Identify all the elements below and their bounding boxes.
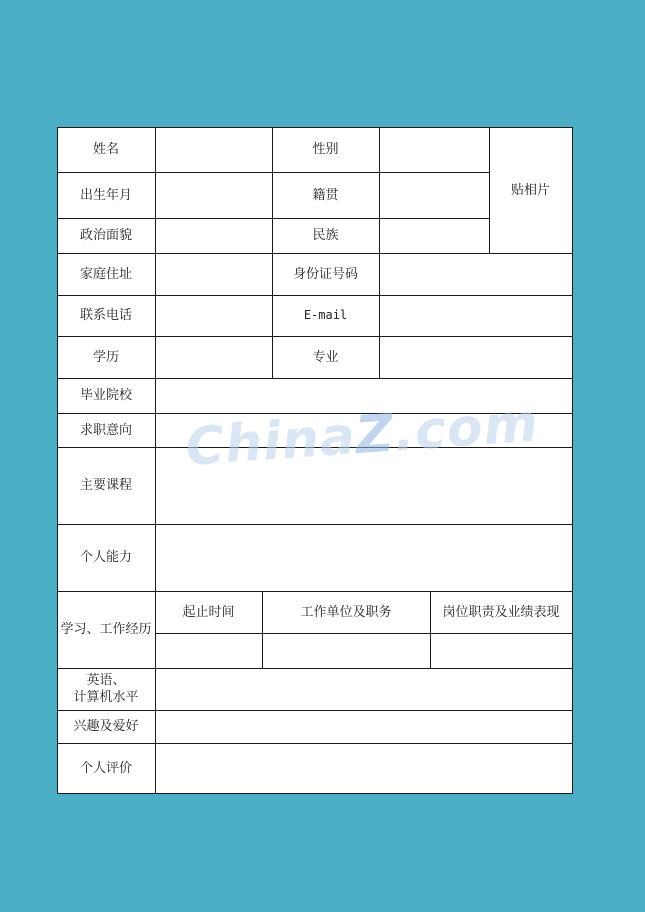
id-number-field[interactable]	[380, 254, 572, 295]
header-duties-performance: 岗位职责及业绩表现	[442, 604, 560, 620]
major-field[interactable]	[380, 337, 572, 378]
education-field[interactable]	[156, 337, 272, 378]
label-education: 学历	[92, 349, 119, 365]
watermark-post: .com	[392, 393, 541, 464]
label-major: 专业	[312, 349, 339, 365]
label-phone: 联系电话	[79, 308, 132, 323]
abilities-field[interactable]	[156, 525, 572, 591]
label-school: 毕业院校	[79, 388, 132, 403]
label-language-computer: 英语、 计算机水平	[73, 673, 139, 705]
label-abilities: 个人能力	[79, 550, 132, 565]
label-native-place: 籍贯	[312, 187, 339, 203]
label-hobbies: 兴趣及爱好	[73, 719, 139, 734]
political-status-field[interactable]	[156, 219, 272, 253]
job-intention-field[interactable]	[156, 414, 572, 447]
watermark-pre: China	[183, 406, 358, 478]
header-period: 起止时间	[182, 604, 235, 620]
language-computer-field[interactable]	[156, 669, 572, 710]
home-address-field[interactable]	[156, 254, 272, 295]
label-gender: 性别	[312, 142, 339, 157]
header-employer-position: 工作单位及职务	[300, 604, 392, 620]
school-field[interactable]	[156, 379, 572, 413]
label-ethnicity: 民族	[312, 228, 339, 243]
label-job-intention: 求职意向	[79, 422, 132, 438]
label-email: E-mail	[303, 308, 348, 322]
watermark-z: Z	[353, 403, 397, 467]
self-evaluation-field[interactable]	[156, 744, 572, 793]
label-name: 姓名	[92, 142, 119, 157]
period-field[interactable]	[156, 634, 262, 668]
grid-line	[572, 127, 573, 794]
phone-field[interactable]	[156, 296, 272, 336]
label-experience: 学习、工作经历	[60, 622, 152, 637]
email-field[interactable]	[380, 296, 572, 336]
label-home-address: 家庭住址	[79, 266, 132, 282]
label-birth: 出生年月	[79, 187, 132, 203]
hobbies-field[interactable]	[156, 711, 572, 743]
ethnicity-field[interactable]	[380, 219, 489, 253]
label-political-status: 政治面貌	[79, 228, 132, 243]
duties-performance-field[interactable]	[431, 634, 572, 668]
resume-form	[57, 127, 573, 794]
name-field[interactable]	[156, 128, 272, 172]
photo-area[interactable]: 贴相片	[510, 182, 550, 198]
main-courses-field[interactable]	[156, 448, 572, 524]
gender-field[interactable]	[380, 128, 489, 172]
native-place-field[interactable]	[380, 173, 489, 218]
employer-position-field[interactable]	[263, 634, 430, 668]
birth-field[interactable]	[156, 173, 272, 218]
label-main-courses: 主要课程	[79, 478, 132, 493]
grid-line	[57, 793, 573, 794]
label-id-number: 身份证号码	[292, 266, 358, 282]
label-self-evaluation: 个人评价	[79, 760, 132, 776]
